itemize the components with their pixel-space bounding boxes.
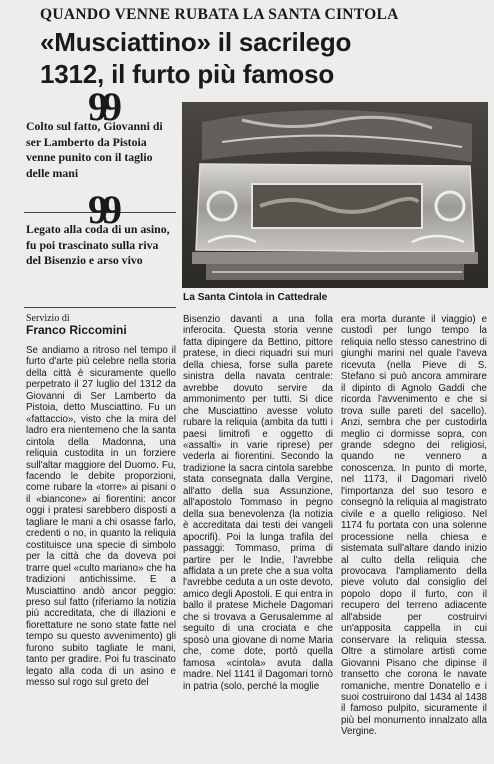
quote-mark-icon: 99 <box>88 84 116 129</box>
headline-line-1: «Musciattino» il sacrilego <box>40 27 352 57</box>
divider <box>24 307 176 308</box>
photo-caption: La Santa Cintola in Cattedrale <box>183 292 328 303</box>
article-text: Bisenzio davanti a una folla inferocita. Questa storia venne fatta dipingere da Bettino, pittore pratese, in dieci riquadri sui muri della chiesa, forse sulla parete sinistra della navata centrale: avrebbe dovuto servire da ammonimento per tutti. Si dice che Musciattino avesse voluto rubare la reliquia (ambita da tutti i paesi limitrofi e oggetto di «assalti» in varie riprese) per vederla ai fiorentini. Secondo la tradizione la sacra cintola sarebbe stata consegnata dalla Vergine, all'atto della sua Assunzione, all'apostolo Tommaso in pegno della sua benevolenza (la notizia è accreditata dai testi dei vangeli apocrifi). Poi la lunga trafila del passaggi: Tommaso, prima di partire per le Indie, l'avrebbe affidata a un prete che a sua volta l'avrebbe ceduta a un oste devoto, amico degli Apostoli. E qui entra in ballo il pratese Michele Dagomari che si trovava a Gerusalemme al seguito di una crociata e che sposò una giovane di nome Maria che, come dote, portò quella famosa «cintola» avuta dalla madre. Nel 1141 il Dagomari tornò in patria (solo, perché la moglie <box>183 314 333 692</box>
byline-author: Franco Riccomini <box>26 323 127 337</box>
pull-quote-2: Legato alla coda di un asino, fu poi trascinato sulla riva del Bisenzio e arso vivo <box>26 222 170 267</box>
reliquary-image <box>182 102 488 288</box>
article-text: Se andiamo a ritroso nel tempo il furto d'arte più celebre nella storia della città è sicuramente quello perpetrato il 27 luglio del 1312 da Giovanni di Ser Lamberto da Pistoia, detto Musciattino. Fu un «fattaccio», visto che la mira del ladro era nientemeno che la santa cintola della Madonna, una reliquia custodita in un forziere sull'altar maggiore del Duomo. Fu, facendo le debite proporzioni, come rubare la «torre» ai pisani o il «biancone» ai fiorentini: ancor oggi i pratesi sarebbero disposti a tagliare le mani a chi osasse farlo, credenti o no, in quanto la reliquia costituisce una specie di simbolo per la città che da doveva poi trarre quel «culto mariano» che ha tradizioni antichissime. E a Musciattino andò ancor peggio: preso sul fatto (riferiamo la notizia più accreditata, che di illazioni e fiorettature ne sono state fatte nel tempo su questo avvenimento) gli furono subito tagliate le mani, tanto per gradire. Poi fu trascinato legato alla coda di un asino e messo sul rogo sul greto del <box>26 345 176 689</box>
quote-mark-icon: 99 <box>88 187 116 232</box>
article-column-2 <box>183 314 333 756</box>
headline-line-2: 1312, il furto più famoso <box>40 59 335 89</box>
article-column-3 <box>341 314 487 756</box>
byline-label: Servizio di <box>26 313 70 324</box>
reliquary-photo <box>182 102 488 288</box>
article-column-1 <box>26 345 176 755</box>
pull-quote-1: Colto sul fatto, Giovanni di ser Lamberto da Pistoia venne punito con il taglio delle mani <box>26 119 163 180</box>
article-text: era morta durante il viaggio) e custodì per lungo tempo la reliquia nello stesso canestrino di giunghi marini nel quale l'aveva ricevuta (nella Pieve di S. Stefano si può ancora ammirare il dipinto di Agnolo Gaddi che ricorda l'avvenimento e che si trova sulle pareti del sacello). Anzi, sembra che per custodirla meglio ci dormisse sopra, con grande sdegno dei religiosi, quando ne vennero a conoscenza. In punto di morte, nel 1173, il Dagomari rivelò l'importanza del suo tesoro e consegnò la reliquia al magistrato civile e a quello religioso. Nel 1174 fu portata con una solenne processione nella chiesa e sistemata sull'altare dando inizio al culto della reliquia che provocava l'ampliamento della pieve voluto dal consiglio del popolo dopo il furto, con il recupero del terreno adiacente all'abside per costruirvi un'apposita cappella in cui conservare la reliquia stessa. Oltre a stimolare artisti come Giovanni Pisano che dipinse il transetto che corona le navate romaniche, mentre Donatello e i suoi costruirono dal 1434 al 1438 il famoso pulpito, sicuramente il più bel monumento innalzato alla Vergine. <box>341 314 487 738</box>
kicker-headline: QUANDO VENNE RUBATA LA SANTA CINTOLA <box>40 6 399 23</box>
